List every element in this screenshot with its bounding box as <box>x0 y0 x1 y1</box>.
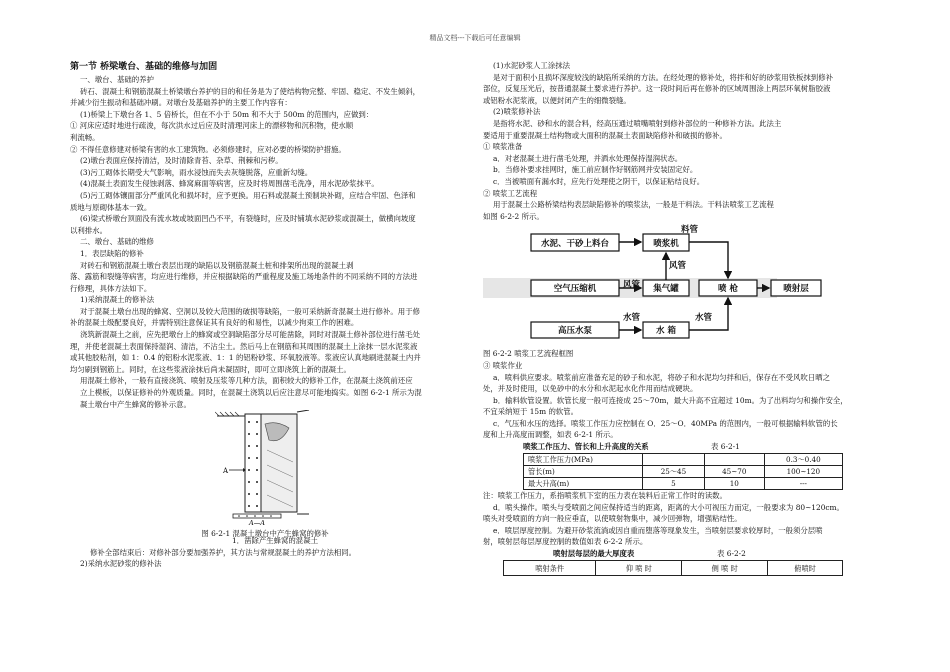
text-line: 1．凿除产生蜂窝的混凝土 <box>231 536 318 546</box>
text-line: 对砖石和钢筋混凝土墩台表层出现的缺陷以及钢筋混凝土桩和排架所出现的混凝土剥 <box>80 260 354 270</box>
label-air-pipe-1: 风管 <box>669 261 687 272</box>
text-line: 射，喷射层每层厚度控制的数值如表 6-2-2 所示。 <box>483 537 648 547</box>
text-line: ③ 喷浆作业 <box>483 360 523 370</box>
table-header-cell: 侧 喷 时 <box>682 561 768 576</box>
figure-6-2-1-caption: 图 6-2-1 混凝土墩台中产生蜂窝的修补 <box>201 529 329 539</box>
text-line: 二、墩台、基础的维修 <box>80 237 154 247</box>
text-line: d．喷头操作。喷头与受喷面之间应保持适当的距离，距离的大小可视压力而定，一般要求为 80~120cm。 <box>493 502 844 512</box>
text-line: 行修理，具体方法如下。 <box>70 283 152 293</box>
text-line: c．当被喷面有漏水时，应先行处理使之阴干，以保证粘结良好。 <box>493 176 705 186</box>
label-water-pipe-1: 水管 <box>623 313 641 324</box>
text-line: 立上模板，以保证修补的外观质量。同时，在混凝土浇筑以后应注意尽可能地捣实。如图 6-2-1 所示为混 <box>80 388 422 398</box>
text-line: (1)水泥砂浆人工涂抹法 <box>493 61 570 70</box>
text-line: 用于混凝土公路桥梁结构表层缺陷修补的喷浆法，一般是干料法。干料法喷浆工艺流程 <box>493 200 774 210</box>
label-air-pipe-2: 风管 <box>623 280 641 291</box>
text-line: (5)污工砌体镶面部分严重风化和损坏时，应予更换。用石料或混凝土预制块补砌，应结合牢固、色泽和 <box>80 190 416 200</box>
table-cell: 最大升高(m) <box>524 478 643 490</box>
text-line: c．气压和水压的选择。喷浆工作压力应控制在 O．25～O．40MPa 的范围内，一般可根据输料软管的长 <box>493 418 838 428</box>
text-line: ① 河床应适时地进行疏浚，每次洪水过后应及时清理河床上的漂移物和沉积物，使水顺 <box>70 121 354 131</box>
table-cell: 10 <box>704 478 764 490</box>
table-cell: 25～45 <box>643 466 705 478</box>
text-line: a．喷料供应要求。喷浆前应准备充足的砂子和水泥，将砂子和水泥均匀拌和后，保存在不受风吹日晒之 <box>493 372 830 382</box>
table-6-2-1 <box>523 453 843 490</box>
text-line: ② 喷浆工艺流程 <box>483 188 538 198</box>
text-line: 度和上升高度而调整，如表 6-2-1 所示。 <box>483 430 618 440</box>
table-6-2-1-label: 表 6-2-1 <box>711 442 740 452</box>
text-line: e．喷层厚度控制。为避开砂浆流淌或因自重而堕落等现象发生，当喷射层要求较厚时，一般须分层喷 <box>493 525 823 535</box>
page-header: 精品文档---下载后可任意编辑 <box>429 34 521 42</box>
text-line: 用混凝土修补，一般有直接浇筑、喷射及压浆等几种方法，面积较大的修补工作，在混凝土浇筑前还应 <box>80 376 413 386</box>
label-water-pipe-2: 水管 <box>695 313 713 324</box>
box-nozzle-label: 喷 枪 <box>718 284 738 295</box>
text-line: 如图 6-2-2 所示。 <box>483 211 544 221</box>
table-header-cell: 喷射条件 <box>504 561 596 576</box>
box-spray-label: 喷射层 <box>783 284 809 295</box>
table-row <box>524 466 843 478</box>
box-tank-label: 集气罐 <box>653 284 679 295</box>
text-line: 不宜采纳短于 15m 的软管。 <box>483 407 579 417</box>
text-line: 以利排水。 <box>70 225 107 235</box>
text-line: 并减少衍生振动和基础冲刷。对墩台及基础养护的主要工作内容有： <box>70 98 292 108</box>
figure-6-2-1 <box>70 410 460 539</box>
left-text-block-b <box>70 535 460 570</box>
text-line: 部位，反复压光后，按普通混凝土要求进行养护。这一段时间后再在修补的区域周围涂上两层环氧树脂胶液 <box>483 84 831 94</box>
table-row <box>524 478 843 490</box>
text-line: 凝土墩台中产生蜂窝的修补示意。 <box>80 399 191 409</box>
text-line: 或其他胶粘剂，如 1：0.4 的铝粉水泥浆液、1：1 的铝粉砂浆、环氧胶液等。浆液应认真地刷进混凝土内并 <box>70 353 421 363</box>
label-feed-pipe: 料管 <box>681 225 699 236</box>
right-text-block-c <box>483 490 873 548</box>
text-line: 落、露筋和裂缝等病害，均应进行维修，并应根据缺陷的严重程度及施工场地条件的不同采纳不同的方法进 <box>70 272 418 282</box>
left-column <box>70 60 460 570</box>
text-line: b．当修补要求挂网时，施工前应制作好钢筋网并安装固定好。 <box>493 165 698 175</box>
text-line: b．输料软管设置。软管长度一般可连接成 25～70m，最大升高不宜超过 10m。为了出料均匀和操作安全， <box>493 395 848 405</box>
box-mixer-label: 喷浆机 <box>653 239 679 250</box>
table-cell <box>643 454 705 466</box>
box-water-label: 水 箱 <box>656 326 676 337</box>
right-text-block <box>483 60 873 222</box>
table-cell: --- <box>764 478 842 490</box>
table-cell <box>704 454 764 466</box>
text-line: 1．表层缺陷的修补 <box>80 248 144 258</box>
spray-process-flowchart <box>483 224 873 348</box>
figure-6-2-2-flowchart <box>483 224 873 348</box>
table-6-2-2-heading <box>483 548 873 560</box>
table-header-cell: 俯喷时 <box>768 561 843 576</box>
text-line: 1)采纳混凝土的修补法 <box>80 295 155 305</box>
table-cell: 45~70 <box>704 466 764 478</box>
box-air-label: 空气压缩机 <box>553 284 597 295</box>
text-line: 图 6-2-2 喷浆工艺流程框图 <box>483 349 574 359</box>
text-line: 一、墩台、基础的养护 <box>80 75 154 84</box>
text-line: (6)梁式桥墩台顶面没有流水坡或坡面凹凸不平，有裂缝时，应及时铺填水泥砂浆或混凝土，做横向坡度 <box>80 214 416 224</box>
right-column <box>483 60 873 576</box>
table-cell: 管长(m) <box>524 466 643 478</box>
section-label-aa: A—A <box>249 519 265 527</box>
box-pump-label: 高压水泵 <box>557 326 593 337</box>
text-line: 2)采纳水泥砂浆的修补法 <box>80 559 162 569</box>
text-line: 喷头对受喷面的方向一般应垂直，以使喷射物集中，减少回弹物，增强粘结性。 <box>483 514 742 524</box>
box-cement-label: 水泥、干砂上料台 <box>540 239 610 250</box>
text-line: (1)桥梁上下墩台各 1、5 倍桥长，但在不小于 50m 和不大于 500m 的范围内，应做到： <box>80 109 374 119</box>
table-6-2-1-title: 喷浆工作压力、管长和上升高度的关系 <box>523 442 649 452</box>
table-cell: 0.3～0.40 <box>764 454 842 466</box>
text-line: (4)混凝土表面发生侵蚀剥落、蜂窝麻面等病害，应及时将周围凿毛洗净，用水泥砂浆抹平。 <box>80 179 379 189</box>
text-line: (2)喷浆修补法 <box>493 107 541 117</box>
table-header-row <box>504 561 843 576</box>
table-6-2-2-label: 表 6-2-2 <box>717 549 746 559</box>
left-text-block <box>70 74 460 410</box>
table-header-cell: 仰 喷 时 <box>596 561 682 576</box>
text-line: 补的混凝土级配要良好，并需特别注意保证其有良好的和易性，以减少拘束工作的困难。 <box>70 318 359 328</box>
text-line: 修补全部结束后：对修补部分要加强养护，其方法与常规混凝土的养护方法相同。 <box>90 547 357 557</box>
text-line: 处，并及时使用，以免砂中的水分和水泥起水化作用而结成硬块。 <box>483 384 698 394</box>
section-title: 第一节 桥梁墩台、基础的维修与加固 <box>70 62 218 72</box>
text-line: 对于混凝土墩台出现的蜂窝、空洞以及较大范围的破损等缺陷，一般可采纳新奇混凝土进行修补。用于修 <box>80 306 420 316</box>
text-line: 利流畅。 <box>70 132 100 142</box>
text-line: 是对于面积小且损坏深度较浅的缺陷所采纳的方法。在经处理的修补处，将拌和好的砂浆用铁板抹到修补 <box>493 72 833 82</box>
text-line: 砖石、混凝土和钢筋混凝土桥梁墩台养护的目的和任务是为了使结构物完整、牢固、稳定、不发生倾斜， <box>80 86 420 96</box>
text-line: 理，并使老混凝土表面保持湿润、清洁，不沾尘土。然后马上在钢筋和其周围的混凝土上涂抹一层水泥浆液 <box>70 341 418 351</box>
table-row <box>524 454 843 466</box>
text-line: 要适用于重要混凝土结构物或大面积的混凝土表面缺陷修补和破损的修补。 <box>483 130 727 140</box>
text-line: 质地与原砌体基本一致。 <box>70 202 152 212</box>
text-line: 是指将水泥、砂和水的混合料，经高压通过喷嘴喷射到修补部位的一种修补方法。此法主 <box>493 118 782 128</box>
table-cell: 喷浆工作压力(MPa) <box>524 454 643 466</box>
text-line: (2)墩台表面应保持清洁，及时清除青苔、杂草、荆棘和污秽。 <box>80 156 283 166</box>
text-line: 均匀刷到钢筋上。同时，在这些浆液涂抹后尚未凝固时，即可立即浇筑上新的混凝土。 <box>70 364 351 374</box>
text-line: (3)污工砌体长期受大气影响，雨水浸蚀而失去灰缝脱落，应重新勾缝。 <box>80 167 313 177</box>
pier-repair-diagram <box>215 410 315 526</box>
right-text-block-b <box>483 348 873 441</box>
text-line: ② 不得任意修建对桥梁有害的水工建筑物。必须修建时，应对必要的桥梁防护措施。 <box>70 144 346 154</box>
table-cell: 100~120 <box>764 466 842 478</box>
text-line: a．对老混凝土进行凿毛处理，并洒水处理保持湿润状态。 <box>493 153 683 163</box>
text-line: ① 喷浆准备 <box>483 142 523 152</box>
text-line: 或铝粉水泥浆液，以便封闭产生的细微裂缝。 <box>483 95 631 105</box>
table-6-2-2-title: 喷射层每层的最大厚度表 <box>553 549 635 559</box>
text-line: 浇筑新混凝土之前，应先把墩台上的蜂窝或空洞缺陷部分尽可能凿除，同时对混凝土修补部位进行凿毛处 <box>80 330 420 340</box>
table-6-2-1-heading <box>483 441 873 453</box>
table-cell: 5 <box>643 478 705 490</box>
section-label-a: A <box>223 467 229 476</box>
table-6-2-2 <box>503 560 843 576</box>
text-line: 注：喷浆工作压力，系指喷浆机下室的压力表在装料后正常工作时的读数。 <box>483 491 727 501</box>
